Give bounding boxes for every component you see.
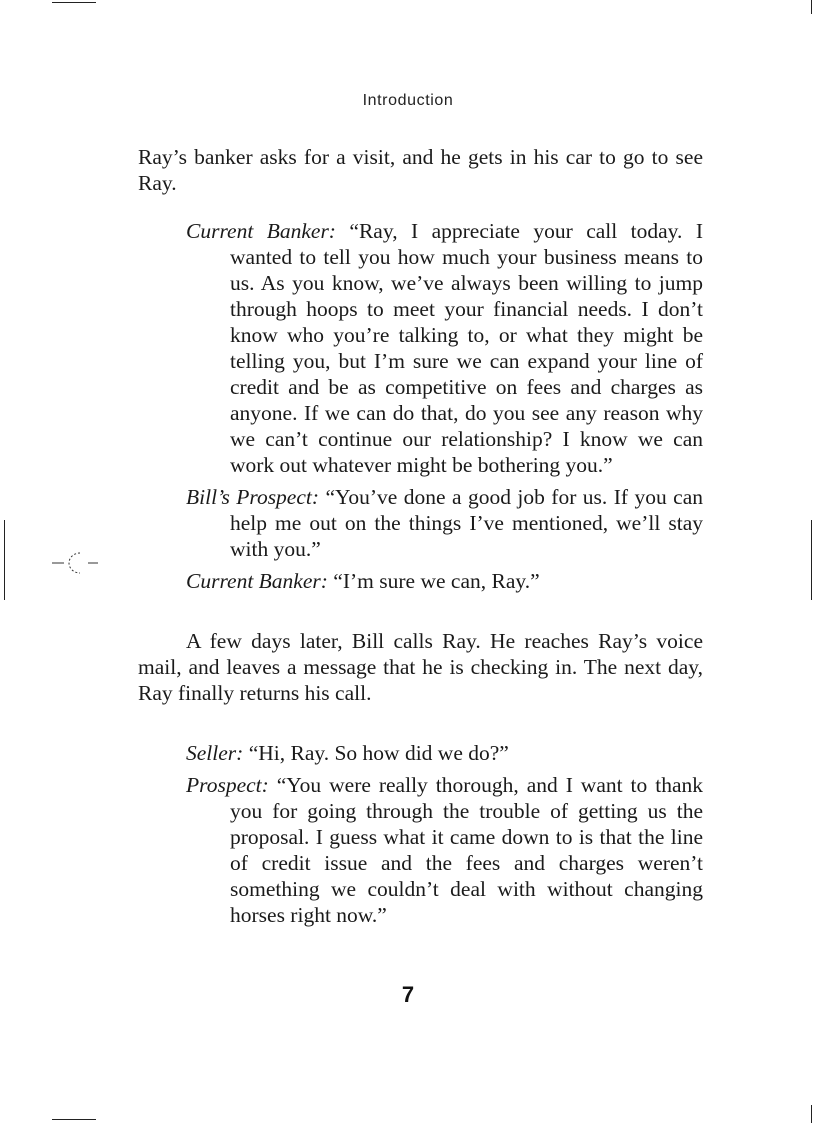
dialogue-text: “Ray, I appreciate your call today. I wanted to tell you how much your business means to us. As you know, we’ve always been willing to jump through hoops to meet your financial needs. I don’t know who you’re talking to, or what they might be telling you, but I’m sure we can expand your line of credit and be as competitive on fees and charges as anyone. If we can do that, do you see any reason why we can’t continue our relationship? I know we can work out whatever might be bothering you.” xyxy=(230,219,704,477)
dialogue-text: “You were really thorough, and I want to thank you for going through the trouble of getting us the proposal. I guess what it came down to is that the line of credit issue and the fees and charges weren’t something we couldn’t deal with without changing horses right now.” xyxy=(230,773,703,927)
dialogue-line xyxy=(186,740,703,766)
crop-mark-bottom-left xyxy=(52,1119,96,1120)
speaker-label: Prospect: xyxy=(186,773,269,797)
dialogue-block-1 xyxy=(186,218,703,594)
speaker-label: Current Banker: xyxy=(186,569,328,593)
speaker-label: Current Banker: xyxy=(186,219,336,243)
dialogue-text: “I’m sure we can, Ray.” xyxy=(333,569,540,593)
speaker-label: Seller: xyxy=(186,741,244,765)
dialogue-line xyxy=(186,218,703,478)
page-body xyxy=(138,144,703,928)
crop-mark-top-left xyxy=(52,2,96,3)
dialogue-block-2 xyxy=(186,740,703,928)
dialogue-line xyxy=(186,772,703,928)
dialogue-text: “You’ve done a good job for us. If you can help me out on the things I’ve mentioned, we’ll stay with you.” xyxy=(230,485,703,561)
crop-mark-left xyxy=(4,520,5,600)
crop-mark-top-right xyxy=(811,0,812,14)
paragraph-2: A few days later, Bill calls Ray. He reaches Ray’s voice mail, and leaves a message that he is checking in. The next day, Ray finally returns his call. xyxy=(138,629,703,705)
dialogue-line xyxy=(186,568,703,594)
dialogue-line xyxy=(186,484,703,562)
crop-mark-right xyxy=(811,520,812,600)
paragraph-1: Ray’s banker asks for a visit, and he gets in his car to go to see Ray. xyxy=(138,145,703,195)
dialogue-text: “Hi, Ray. So how did we do?” xyxy=(248,741,509,765)
page-number: 7 xyxy=(401,982,415,1007)
running-head: Introduction xyxy=(362,92,454,109)
registration-mark-icon xyxy=(52,548,100,578)
speaker-label: Bill’s Prospect: xyxy=(186,485,320,509)
crop-mark-bottom-right xyxy=(811,1105,812,1123)
